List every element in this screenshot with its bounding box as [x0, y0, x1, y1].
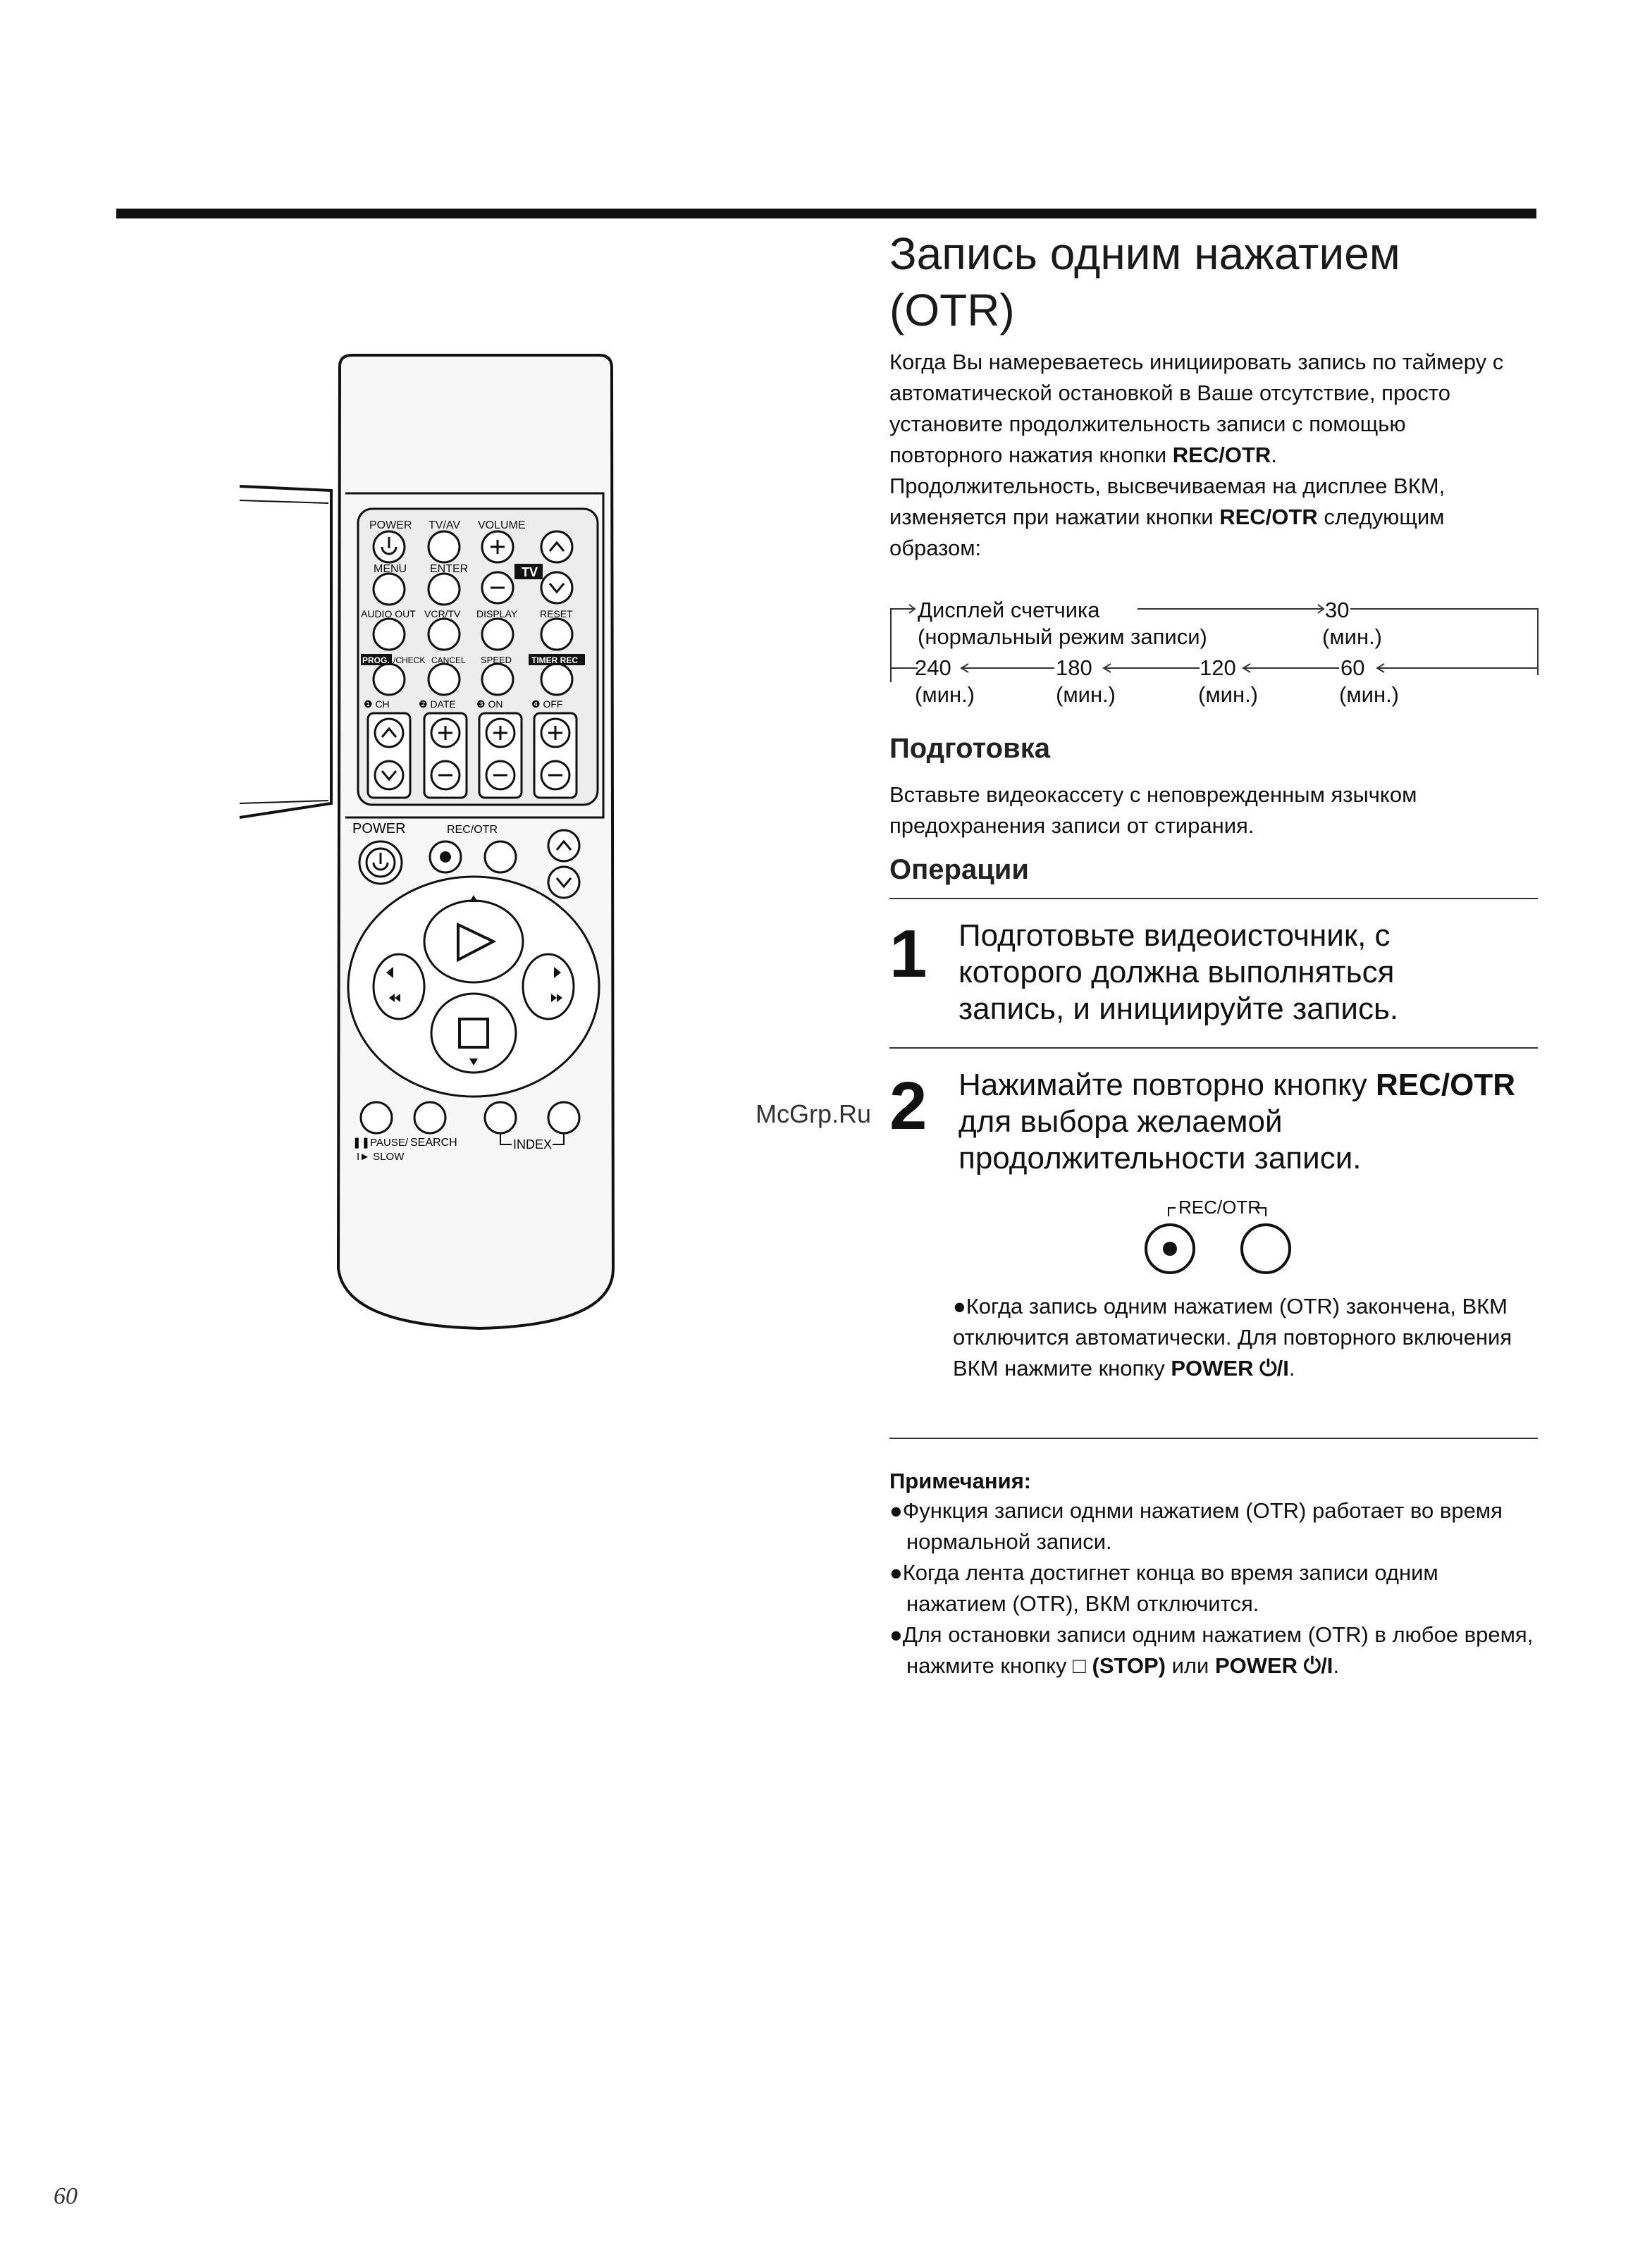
index-forward-button[interactable]	[548, 1102, 579, 1133]
label-volume: VOLUME	[478, 519, 526, 531]
top-rule	[116, 209, 1536, 218]
ch-down-button[interactable]	[375, 761, 403, 789]
cycle-unit-60: (мин.)	[1339, 682, 1400, 707]
tvav-button[interactable]	[429, 531, 460, 562]
cancel-button[interactable]	[429, 664, 460, 695]
prog-check-button[interactable]	[374, 664, 405, 695]
title-line-2: (OTR)	[889, 285, 1015, 335]
label-reset: RESET	[540, 608, 573, 619]
fast-forward-button[interactable]	[523, 954, 574, 1019]
label-vcr-tv: VCR/TV	[424, 608, 461, 619]
tv-channel-down-button[interactable]	[541, 572, 572, 603]
label-power: POWER	[369, 519, 412, 531]
remote-control-illustration	[233, 352, 627, 1353]
cycle-counter-label: Дисплей счетчика	[918, 598, 1100, 622]
pause-slow-button[interactable]	[361, 1102, 392, 1133]
note-3: ●Для остановки записи одним нажатием (OTR) в любое время, нажмите кнопку □ (STOP) или POWER ⏻/I.	[889, 1622, 1534, 1678]
ops-rule	[889, 898, 1538, 899]
label-pause: ❚❚PAUSE/	[352, 1137, 409, 1149]
enter-button[interactable]	[429, 574, 460, 605]
label-menu: MENU	[374, 563, 407, 575]
cycle-counter-sub: (нормальный режим записи)	[918, 624, 1207, 649]
intro-paragraph-2: Продолжительность, высвечиваемая на дисплее ВКМ, изменяется при нажатии кнопки REC/OTR следующим образом:	[889, 474, 1446, 560]
vcr-tv-button[interactable]	[429, 619, 460, 650]
label-enter: ENTER	[430, 563, 469, 575]
label-slow: I► SLOW	[357, 1151, 405, 1163]
notes-heading: Примечания:	[889, 1469, 1032, 1493]
label-main-power: POWER	[352, 821, 406, 836]
step-2-bullet: ●Когда запись одним нажатием (OTR) закончена, ВКМ отключится автоматически. Для повторного включения ВКМ нажмите кнопку POWER ⏻/I.	[953, 1294, 1512, 1381]
notes-list	[889, 1495, 1538, 1681]
cycle-value-30: 30	[1325, 598, 1350, 622]
label-search: SEARCH	[410, 1137, 457, 1149]
cycle-unit-30: (мин.)	[1322, 624, 1383, 649]
cycle-value-60: 60	[1340, 655, 1365, 680]
tv-channel-up-button[interactable]	[541, 531, 572, 562]
cycle-unit-240: (мин.)	[915, 682, 975, 707]
label-cancel: CANCEL	[431, 655, 466, 665]
label-audio-out: AUDIO OUT	[361, 608, 416, 619]
search-button[interactable]	[414, 1102, 445, 1133]
label-ch: ❶ CH	[364, 698, 390, 710]
step-2-text: Нажимайте повторно кнопку REC/OTR для выбора желаемой продолжительности записи.	[958, 1068, 1516, 1175]
intro-paragraph-1: Когда Вы намереваетесь инициировать запись по таймеру с автоматической остановкой в Ваше отсутствие, просто установите продолжительность записи с помощью повторного нажатия кнопки REC/OTR.	[889, 350, 1504, 467]
label-off: ❹ OFF	[531, 698, 563, 710]
rec-otr-label: REC/OTR	[1178, 1197, 1261, 1218]
duration-cycle-diagram	[884, 598, 1546, 710]
ch-up-button[interactable]	[375, 719, 403, 747]
note-2: ●Когда лента достигнет конца во время записи одним нажатием (OTR), ВКМ отключится.	[889, 1560, 1438, 1616]
step-1-text: Подготовьте видеоисточник, с которого должна выполняться запись, и инициируйте запись.	[958, 918, 1399, 1026]
label-prog: PROG.	[362, 655, 390, 665]
menu-button[interactable]	[374, 574, 405, 605]
cycle-value-180: 180	[1056, 655, 1092, 680]
display-button[interactable]	[482, 619, 513, 650]
prep-text: Вставьте видеокассету с неповрежденным язычком предохранения записи от стирания.	[889, 782, 1417, 838]
ops-heading: Операции	[889, 854, 1029, 885]
label-rec-otr: REC/OTR	[447, 824, 498, 836]
label-speed: SPEED	[481, 655, 512, 665]
title-line-1: Запись одним нажатием	[889, 228, 1400, 279]
cycle-unit-180: (мин.)	[1056, 682, 1116, 707]
step-1-number: 1	[889, 916, 927, 992]
label-display: DISPLAY	[476, 608, 518, 619]
prep-heading: Подготовка	[889, 733, 1050, 764]
play-button[interactable]	[424, 901, 523, 982]
rec-otr-illustration	[1135, 1191, 1304, 1283]
otr-button[interactable]	[485, 841, 516, 872]
page-number: 60	[54, 2183, 78, 2209]
note-1: ●Функция записи однми нажатием (OTR) работает во время нормальной записи.	[889, 1498, 1503, 1554]
reset-button[interactable]	[541, 619, 572, 650]
vcr-channel-up-button[interactable]	[548, 830, 579, 861]
label-on: ❸ ON	[476, 698, 503, 710]
timer-rec-button[interactable]	[541, 664, 572, 695]
label-date: ❷ DATE	[419, 698, 456, 710]
index-back-button[interactable]	[485, 1102, 516, 1133]
label-check: /CHECK	[393, 655, 426, 665]
otr-button-icon	[1242, 1225, 1290, 1273]
vcr-channel-down-button[interactable]	[548, 867, 579, 898]
label-tvav: TV/AV	[429, 519, 461, 531]
label-timer-rec: TIMER REC	[531, 655, 578, 665]
cycle-value-120: 120	[1200, 655, 1236, 680]
rewind-button[interactable]	[374, 954, 424, 1019]
cycle-value-240: 240	[915, 655, 951, 680]
page-title	[889, 226, 1524, 338]
notes-rule	[889, 1438, 1538, 1439]
step-2-number: 2	[889, 1068, 927, 1144]
intro-text	[889, 347, 1510, 564]
step-rule	[889, 1047, 1538, 1049]
cycle-unit-120: (мин.)	[1198, 682, 1259, 707]
audio-out-button[interactable]	[374, 619, 405, 650]
watermark: McGrp.Ru	[756, 1099, 872, 1128]
speed-button[interactable]	[482, 664, 513, 695]
label-tv: TV	[522, 565, 538, 579]
label-index: INDEX	[513, 1137, 553, 1152]
